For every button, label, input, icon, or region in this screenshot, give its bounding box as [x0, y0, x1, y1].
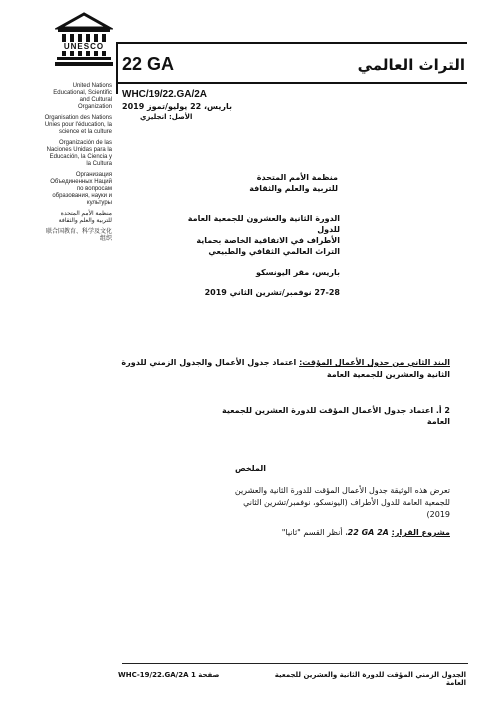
org-name-ru: Организация Объединенных Наций по вопросам образования, науки и культуры	[50, 172, 112, 206]
header-top-rule	[117, 42, 467, 44]
session-line: التراث العالمي الثقافي والطبيعي	[208, 247, 340, 256]
draft-decision-label: مشروع القرار:	[391, 528, 450, 537]
session-line: الأطراف في الاتفاقية الخاصة بحماية	[196, 236, 340, 245]
draft-decision-see: ، أنظر القسم "ثانيا"	[281, 528, 348, 537]
agenda-item-text: اعتماد جدول الأعمال والجدول الزمني للدورة الثانية والعشرين للجمعية العامة	[121, 358, 450, 379]
unesco-logo	[55, 12, 113, 70]
session-dates: 27-28 نوفمبر/تشرين الثاني 2019	[204, 288, 340, 297]
agenda-subitem: 2 أ. اعتماد جدول الأعمال المؤقت للدورة العشرين للجمعية العامة	[222, 406, 450, 426]
original-language: الأصل: انجليزي	[140, 113, 193, 121]
session-line: الدورة الثانية والعشرون للجمعية العامة للدول	[187, 214, 340, 234]
summary-title: الملخص	[234, 464, 266, 473]
organization-names	[44, 83, 112, 247]
world-heritage-title: التراث العالمي	[357, 56, 465, 74]
draft-decision-ref: 22 GA 2A	[347, 528, 389, 537]
summary-text: تعرض هذه الوثيقة جدول الأعمال المؤقت للدورة الثانية والعشرين للجمعية العامة للدول الأطراف (اليونسكو، نوفمبر/تشرين الثاني 2019)	[234, 486, 450, 519]
org-name-es: Organización de las Naciones Unidas para la Educación, la Ciencia y la Cultura	[46, 140, 112, 167]
logo-wordmark: UNESCO	[55, 42, 113, 51]
doc-short-code: 22 GA	[122, 54, 175, 74]
header-left-rule	[116, 42, 118, 94]
header-bottom-rule	[117, 82, 467, 84]
date-line: باريس، 22 يوليو/تموز 2019	[122, 102, 232, 111]
footer-title: الجدول الزمني المؤقت للدورة الثانية والعشرين للجمعية العامة	[274, 671, 466, 687]
agenda-item-label: البند الثاني من جدول الأعمال المؤقت:	[299, 358, 450, 367]
session-place: باريس، مقر اليونسكو	[255, 268, 340, 277]
session-title	[180, 213, 340, 257]
footer-rule	[122, 663, 468, 664]
footer-page-ref: صفحة 1 WHC-19/22.GA/2A	[118, 671, 220, 679]
org-name-zh: 联合国教育、科学及文化组织	[45, 229, 112, 242]
org-name-en: United Nations Educational, Scientific and Cultural Organization	[53, 83, 112, 110]
org-name-ar: منظمة الأمم المتحدة للتربية والعلم والثقافة	[58, 211, 112, 224]
draft-decision	[230, 527, 450, 538]
org-name-block: منظمة الأمم المتحدة للتربية والعلم والثقافة	[249, 173, 338, 193]
org-name-fr: Organisation des Nations Unies pour l'éducation, la science et la culture	[44, 115, 112, 135]
agenda-item	[120, 357, 450, 381]
document-code: WHC/19/22.GA/2A	[122, 89, 208, 100]
